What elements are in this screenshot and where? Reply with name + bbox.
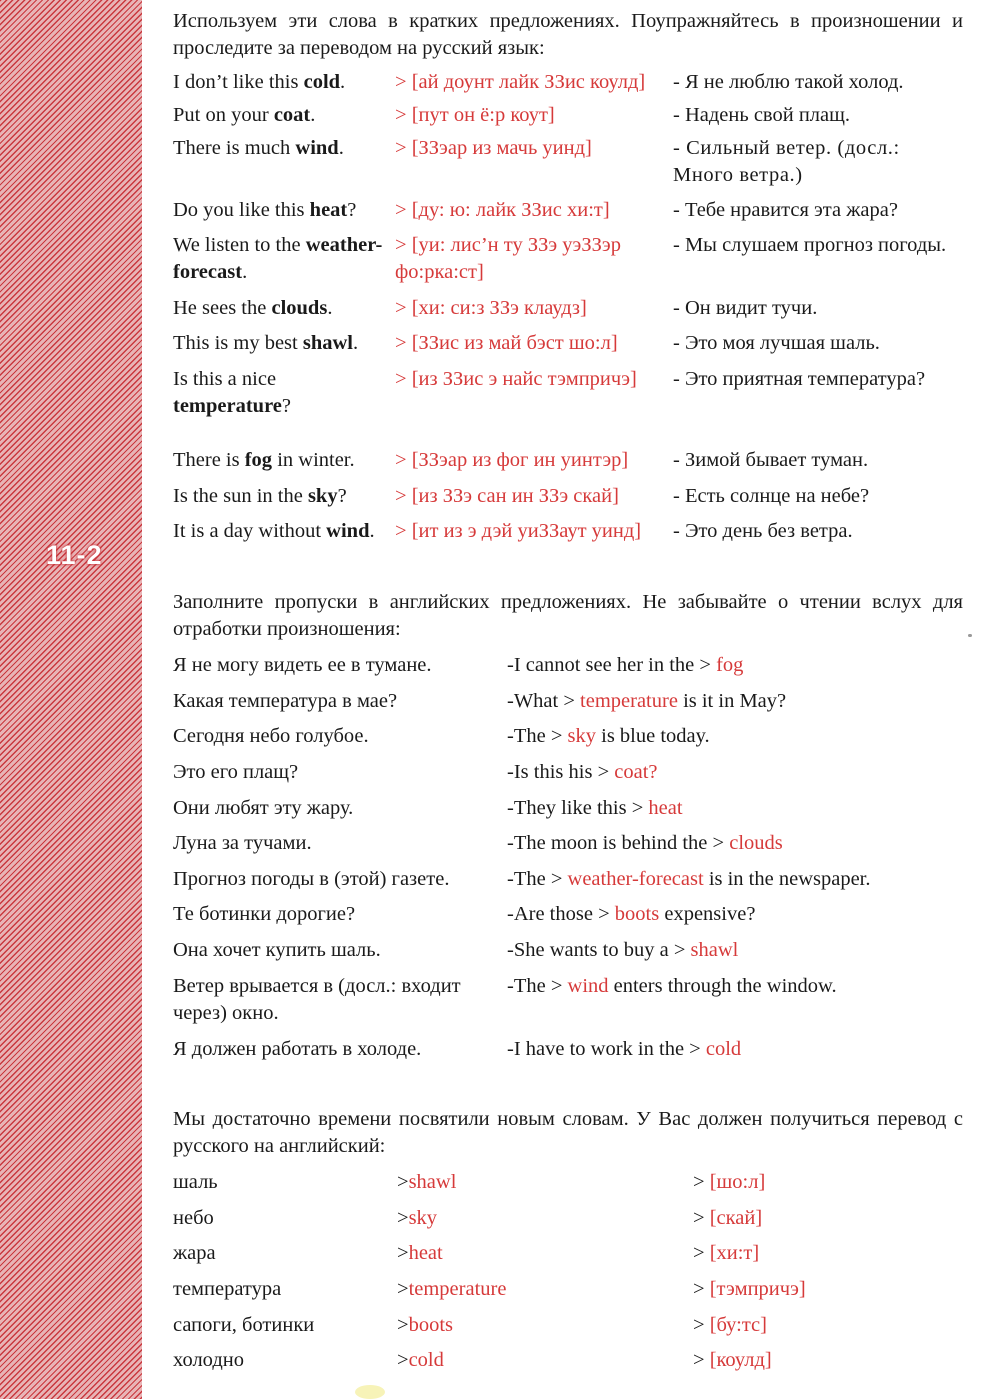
- vocab-english: [397, 1276, 597, 1303]
- section1-intro: Используем эти слова в кратких предложениях. Поупражняйтесь в произношении и проследите за переводом на русский язык:: [173, 10, 963, 59]
- arrow-marker: >: [395, 104, 412, 126]
- exercise-answer: sky: [567, 725, 596, 747]
- phrase-russian: - Это моя лучшая шаль.: [673, 332, 880, 354]
- phrase-transcription: [395, 366, 640, 393]
- exercise-text-end: is in the newspaper.: [703, 868, 871, 890]
- exercise-russian: Какая температура в мае?: [173, 690, 398, 712]
- transcription-text: [ЗЗэар из мачь уинд]: [411, 137, 592, 159]
- phrase-english-text: Is the sun in the: [173, 485, 308, 507]
- arrow-marker: >: [395, 297, 412, 319]
- phrase-english-text: It is a day without: [173, 520, 327, 542]
- vocab-pronunciation: [693, 1276, 893, 1303]
- transcription-text: [ит из э дэй уиЗЗаут уинд]: [411, 520, 642, 542]
- phrase-english: [173, 366, 398, 420]
- vocab-english: [397, 1205, 597, 1232]
- vocab-russian: жара: [173, 1242, 216, 1264]
- exercise-answer: boots: [614, 903, 660, 925]
- arrow-marker: >: [395, 234, 412, 256]
- phrase-english: [173, 447, 398, 474]
- vocab-russian: небо: [173, 1207, 214, 1229]
- transcription-text: [ЗЗис из май бэст шо:л]: [411, 332, 618, 354]
- phrase-transcription: [395, 483, 665, 510]
- exercise-text: -The: [507, 868, 546, 890]
- exercise-russian: Я не могу видеть ее в тумане.: [173, 654, 432, 676]
- vocab-english: [397, 1347, 597, 1374]
- arrow-marker: >: [668, 939, 691, 961]
- exercise-text: -The moon is behind the: [507, 832, 708, 854]
- exercise-text: -They like this: [507, 797, 627, 819]
- exercise-english: [507, 795, 967, 822]
- vocab-pronunciation-text: [тэмпричэ]: [709, 1278, 806, 1300]
- exercise-answer: fog: [716, 654, 744, 676]
- transcription-text: [пут он ё:р коут]: [411, 104, 555, 126]
- phrase-russian: - Это день без ветра.: [673, 520, 853, 542]
- phrase-keyword: wind: [326, 520, 370, 542]
- exercise-english: [507, 688, 967, 715]
- exercise-answer: shawl: [690, 939, 739, 961]
- scan-highlight-mark: [355, 1385, 385, 1399]
- arrow-marker: >: [395, 332, 412, 354]
- phrase-english-end: .: [340, 71, 346, 93]
- arrow-marker: >: [395, 485, 412, 507]
- phrase-russian: - Надень свой плащ.: [673, 104, 851, 126]
- transcription-text: [из ЗЗис э найс тэмпричэ]: [411, 368, 637, 390]
- arrow-marker: >: [545, 725, 568, 747]
- phrase-english-end: ?: [281, 395, 292, 417]
- phrase-transcription: [395, 447, 665, 474]
- exercise-english: [507, 830, 967, 857]
- phrase-english-text: I don’t like this: [173, 71, 304, 93]
- phrase-english-end: .: [369, 520, 375, 542]
- phrase-english-text: He sees the: [173, 297, 272, 319]
- exercise-english: [507, 973, 967, 1000]
- phrase-english: [173, 135, 398, 162]
- arrow-marker: >: [397, 1278, 409, 1300]
- arrow-marker: >: [395, 137, 412, 159]
- exercise-text: -The: [507, 975, 546, 997]
- vocab-russian: температура: [173, 1278, 282, 1300]
- exercise-answer: temperature: [580, 690, 678, 712]
- vocab-pronunciation-text: [шо:л]: [709, 1171, 766, 1193]
- vocab-pronunciation: [693, 1312, 893, 1339]
- vocab-pronunciation: [693, 1169, 893, 1196]
- exercise-answer: weather-forecast: [567, 868, 704, 890]
- vocab-pronunciation: [693, 1347, 893, 1374]
- phrase-russian: - Мы слушаем прогноз погоды.: [673, 234, 947, 256]
- arrow-marker: >: [397, 1171, 409, 1193]
- arrow-marker: >: [693, 1314, 710, 1336]
- phrase-russian: - Я не люблю такой холод.: [673, 71, 904, 93]
- transcription-text: [уи: лис’н ту ЗЗэ уэЗЗэр фо:рка:ст]: [395, 234, 621, 283]
- vocab-english-word: sky: [408, 1207, 438, 1229]
- exercise-answer: coat?: [614, 761, 658, 783]
- phrase-english: [173, 232, 398, 286]
- phrase-keyword: shawl: [302, 332, 353, 354]
- phrase-transcription: [395, 135, 665, 162]
- phrase-english-text: Is this a nice: [173, 368, 277, 390]
- exercise-text: -I cannot see her in the: [507, 654, 695, 676]
- phrase-transcription: [395, 295, 665, 322]
- page-number: 11-2: [46, 540, 103, 570]
- phrase-english-end: .: [327, 297, 333, 319]
- arrow-marker: >: [693, 1278, 710, 1300]
- exercise-russian: Те ботинки дорогие?: [173, 903, 356, 925]
- transcription-text: [ай доунт лайк ЗЗис коулд]: [411, 71, 646, 93]
- arrow-marker: >: [707, 832, 730, 854]
- arrow-marker: >: [545, 868, 568, 890]
- phrase-keyword: clouds: [271, 297, 328, 319]
- phrase-english-end: .: [352, 332, 359, 354]
- phrase-keyword: coat: [273, 104, 311, 126]
- vocab-pronunciation-text: [скай]: [709, 1207, 763, 1229]
- exercise-english: [507, 1036, 967, 1063]
- phrase-keyword: fog: [244, 449, 273, 471]
- arrow-marker: >: [395, 520, 412, 542]
- phrase-english-end: ?: [347, 199, 357, 221]
- scan-speck: [968, 634, 972, 637]
- arrow-marker: >: [397, 1314, 409, 1336]
- arrow-marker: >: [395, 368, 412, 390]
- exercise-text-end: expensive?: [659, 903, 756, 925]
- phrase-keyword: weather-forecast: [173, 234, 383, 283]
- exercise-russian: Прогноз погоды в (этой) газете.: [173, 868, 450, 890]
- vocab-english-word: temperature: [408, 1278, 507, 1300]
- arrow-marker: >: [684, 1038, 706, 1060]
- phrase-english: [173, 197, 398, 224]
- phrase-english: [173, 518, 398, 545]
- arrow-marker: >: [693, 1171, 710, 1193]
- phrase-english-end: .: [338, 137, 344, 159]
- vocab-pronunciation: [693, 1205, 893, 1232]
- phrase-transcription: [395, 69, 665, 96]
- arrow-marker: >: [395, 71, 412, 93]
- vocab-pronunciation-text: [хи:т]: [709, 1242, 760, 1264]
- exercise-russian: Ветер врывается в (досл.: входит через) окно.: [173, 975, 461, 1024]
- exercise-answer: wind: [567, 975, 609, 997]
- transcription-text: [ЗЗэар из фог ин уинтэр]: [411, 449, 629, 471]
- phrase-english-end: .: [310, 104, 316, 126]
- vocab-english: [397, 1169, 597, 1196]
- phrase-english: [173, 102, 398, 129]
- phrase-english-text: We listen to the: [173, 234, 306, 256]
- transcription-text: [из ЗЗэ сан ин ЗЗэ скай]: [411, 485, 619, 507]
- phrase-transcription: [395, 232, 640, 286]
- phrase-transcription: [395, 197, 665, 224]
- vocab-russian: холодно: [173, 1349, 244, 1371]
- vocab-english: [397, 1240, 597, 1267]
- phrase-russian: - Есть солнце на небе?: [673, 485, 870, 507]
- phrase-russian: - Он видит тучи.: [673, 297, 818, 319]
- phrase-keyword: heat: [309, 199, 348, 221]
- phrase-english: [173, 330, 398, 357]
- phrase-english-end: ?: [337, 485, 347, 507]
- exercise-text: -I have to work in the: [507, 1038, 685, 1060]
- phrase-english: [173, 483, 398, 510]
- arrow-marker: >: [694, 654, 717, 676]
- phrase-english-end: in winter.: [272, 449, 355, 471]
- exercise-russian: Сегодня небо голубое.: [173, 725, 369, 747]
- exercise-english: [507, 901, 967, 928]
- exercise-text: -The: [507, 725, 546, 747]
- phrase-transcription: [395, 518, 665, 545]
- exercise-russian: Они любят эту жару.: [173, 797, 354, 819]
- exercise-text: -What: [507, 690, 559, 712]
- phrase-english-text: There is: [173, 449, 245, 471]
- arrow-marker: >: [397, 1349, 409, 1371]
- phrase-english: [173, 69, 398, 96]
- exercise-text-end: is it in May?: [677, 690, 787, 712]
- phrase-keyword: temperature: [173, 395, 282, 417]
- phrase-english-text: Do you like this: [173, 199, 310, 221]
- vocab-english-word: cold: [408, 1349, 444, 1371]
- exercise-text-end: enters through the window.: [608, 975, 837, 997]
- exercise-english: [507, 652, 967, 679]
- phrase-english-text: This is my best: [173, 332, 303, 354]
- exercise-russian: Я должен работать в холоде.: [173, 1038, 422, 1060]
- phrase-keyword: wind: [295, 137, 339, 159]
- arrow-marker: >: [592, 761, 615, 783]
- arrow-marker: >: [545, 975, 568, 997]
- arrow-marker: >: [693, 1242, 710, 1264]
- vocab-english: [397, 1312, 597, 1339]
- phrase-russian: - Сильный ветер. (досл.: Много ветра.): [673, 137, 900, 186]
- vocab-pronunciation-text: [бу:тс]: [709, 1314, 767, 1336]
- exercise-english: [507, 759, 967, 786]
- arrow-marker: >: [626, 797, 649, 819]
- phrase-english-text: Put on your: [173, 104, 274, 126]
- phrase-english: [173, 295, 398, 322]
- exercise-text: -Is this his: [507, 761, 593, 783]
- exercise-text-end: is blue today.: [596, 725, 710, 747]
- vocab-english-word: heat: [408, 1242, 443, 1264]
- vocab-pronunciation: [693, 1240, 893, 1267]
- exercise-russian: Это его плащ?: [173, 761, 299, 783]
- arrow-marker: >: [397, 1242, 409, 1264]
- exercise-russian: Луна за тучами.: [173, 832, 312, 854]
- arrow-marker: >: [558, 690, 581, 712]
- phrase-russian: - Зимой бывает туман.: [673, 449, 869, 471]
- exercise-english: [507, 937, 967, 964]
- phrase-keyword: cold: [303, 71, 341, 93]
- vocab-pronunciation-text: [коулд]: [709, 1349, 772, 1371]
- exercise-english: [507, 866, 967, 893]
- vocab-english-word: boots: [408, 1314, 453, 1336]
- exercise-english: [507, 723, 967, 750]
- transcription-text: [ду: ю: лайк ЗЗис хи:т]: [411, 199, 610, 221]
- arrow-marker: >: [592, 903, 615, 925]
- arrow-marker: >: [397, 1207, 409, 1229]
- phrase-russian: - Тебе нравится эта жара?: [673, 199, 898, 221]
- sidebar-stripe: [0, 0, 142, 1399]
- arrow-marker: >: [693, 1207, 710, 1229]
- exercise-russian: Она хочет купить шаль.: [173, 939, 381, 961]
- vocab-russian: шаль: [173, 1171, 218, 1193]
- exercise-answer: heat: [648, 797, 683, 819]
- phrase-english-text: There is much: [173, 137, 296, 159]
- section3-intro: Мы достаточно времени посвятили новым словам. У Вас должен получиться перевод с русского на английский:: [173, 1108, 963, 1157]
- exercise-text: -She wants to buy a: [507, 939, 669, 961]
- arrow-marker: >: [395, 449, 412, 471]
- phrase-keyword: sky: [307, 485, 338, 507]
- arrow-marker: >: [693, 1349, 710, 1371]
- exercise-text: -Are those: [507, 903, 593, 925]
- arrow-marker: >: [395, 199, 412, 221]
- phrase-transcription: [395, 102, 665, 129]
- phrase-transcription: [395, 330, 665, 357]
- section2-intro: Заполните пропуски в английских предложениях. Не забывайте о чтении вслух для отработки произношения:: [173, 591, 963, 640]
- vocab-russian: сапоги, ботинки: [173, 1314, 315, 1336]
- vocab-english-word: shawl: [408, 1171, 457, 1193]
- transcription-text: [хи: си:з ЗЗэ клаудз]: [411, 297, 587, 319]
- exercise-answer: cold: [705, 1038, 742, 1060]
- phrase-english-end: .: [242, 261, 248, 283]
- phrase-russian: - Это приятная температура?: [673, 368, 926, 390]
- exercise-answer: clouds: [729, 832, 783, 854]
